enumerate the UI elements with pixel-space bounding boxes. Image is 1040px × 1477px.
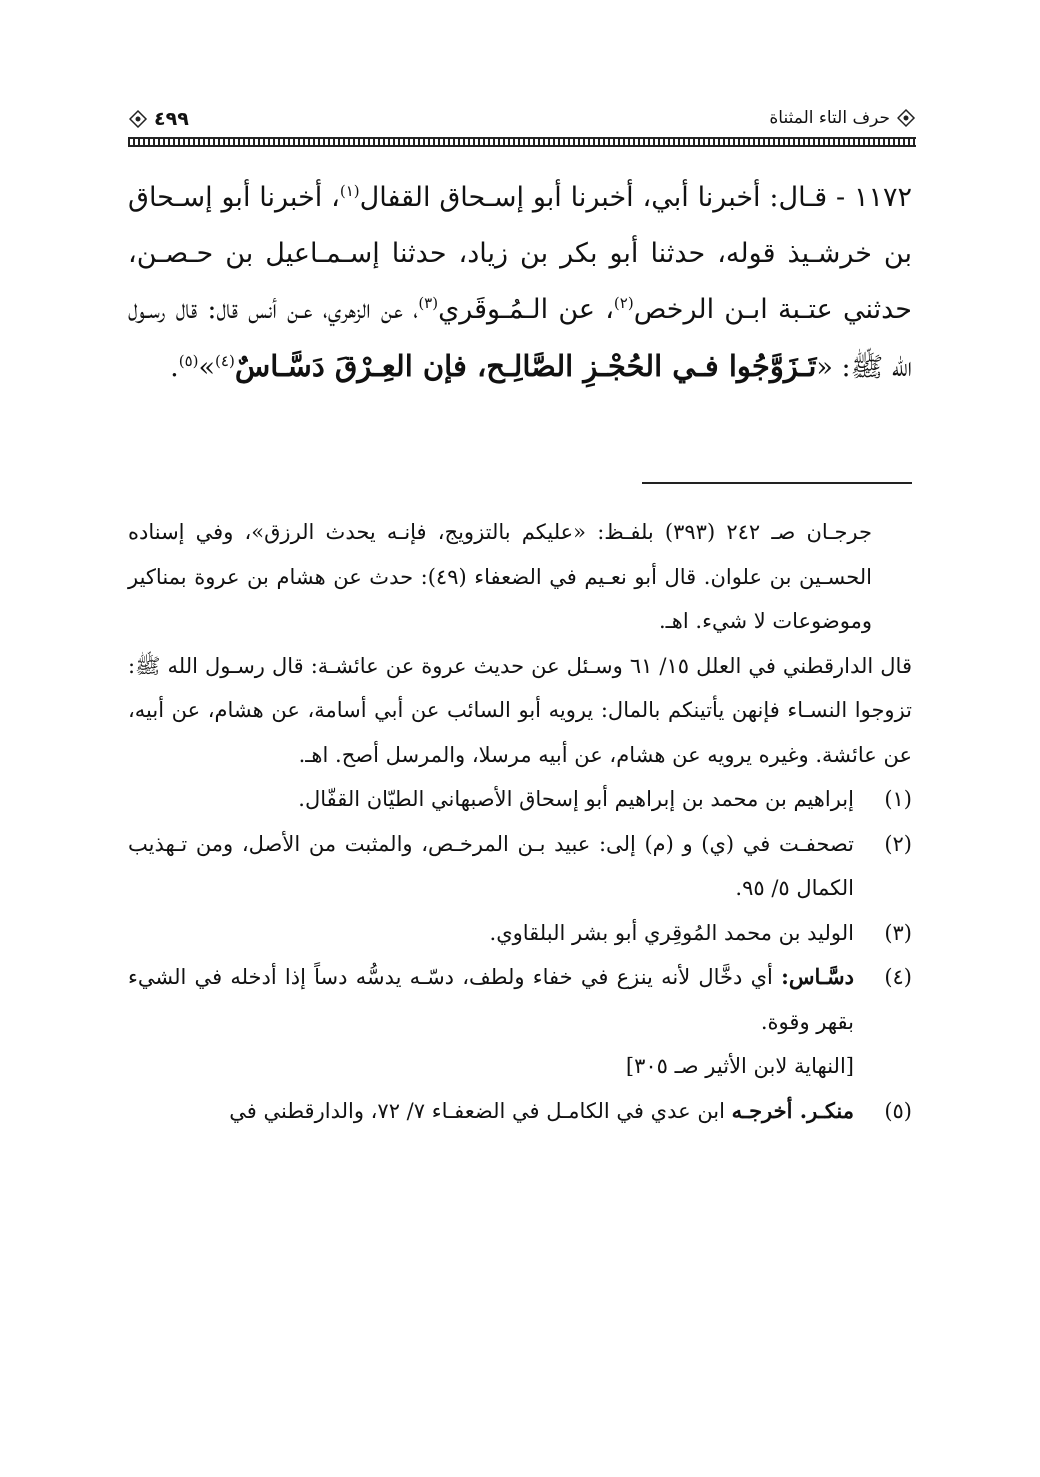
footnote-continuation: جرجـان صـ ٢٤٢ (٣٩٣) بلفـظ: «عليكم بالتزويج، فإنـه يحدث الرزق»، وفي إسناده الحسـين بن علوان. قال أبو نعـيم في الضعفاء (٤٩): حدث عن هشام بن عروة بمناكير وموضوعات لا شيء. اهـ. bbox=[128, 520, 872, 633]
footnote-item bbox=[128, 777, 912, 822]
footnote-text: تصحفـت في (ي) و (م) إلى: عبيد بـن المرخـص، والمثبت من الأصل، ومن تـهذيب الكمال ٥/ ٩٥. bbox=[128, 831, 854, 900]
footnote-ref[interactable]: (٢) bbox=[613, 294, 634, 312]
footnote-ref[interactable]: (٥) bbox=[178, 352, 199, 370]
footnote-number: (٣) bbox=[884, 920, 912, 945]
header-page-number bbox=[128, 108, 189, 130]
footnote-divider bbox=[642, 482, 912, 484]
footnote-lead: منكـر. أخرجـه bbox=[731, 1097, 854, 1123]
footnote-number: (٢) bbox=[884, 831, 912, 856]
footnote-lead: دسَّـاس: bbox=[781, 964, 854, 989]
footnote-ref[interactable]: (٣) bbox=[418, 294, 439, 312]
text-segment: . bbox=[170, 352, 179, 383]
footnote-number: (١) bbox=[884, 787, 912, 811]
hadith-paragraph bbox=[128, 170, 912, 396]
footnote-ref[interactable]: (١) bbox=[339, 182, 360, 200]
footnote-ref[interactable]: (٤) bbox=[215, 352, 235, 370]
main-text bbox=[128, 170, 912, 396]
ornament-icon bbox=[896, 108, 916, 128]
hadith-text: تَـزَوَّجُوا فـي الحُجْـزِ الصَّالِـح، فإن العِـرْقَ دَسَّـاسٌ bbox=[234, 349, 817, 383]
footnote-text: الوليد بن محمد المُوقِري أبو بشر البلقاوي. bbox=[489, 920, 854, 945]
footnote-citation: [النهاية لابن الأثير صـ ٣٠٥] bbox=[625, 1054, 854, 1078]
text-segment: ، أخبرنا أبو إسـحاق بن خرشـيذ قوله، حدثنا أبو بكر بن زياد، حدثنا إسـمـاعيل بن حـصـن، حدثني عتـبة ابـن الرخص bbox=[128, 182, 912, 325]
hadith-number: ١١٧٢ - bbox=[836, 182, 912, 213]
footnote-item bbox=[128, 1089, 912, 1134]
ornament-icon bbox=[128, 109, 148, 129]
footnote-continuation: قال الدارقطني في العلل ١٥/ ٦١ وسـئل عن حديث عروة عن عائشـة: قال رسـول الله ﷺ: تزوجوا النسـاء فإنهن يأتينكم بالمال: يرويه أبو السائب عن أبي أسامة، عن هشام، عن أبيه، عن عائشة. وغيره يرويه عن هشام، عن أبيه مرسلا، والمرسل أصح. اهـ. bbox=[128, 653, 912, 767]
footnote-text-wrap bbox=[128, 1089, 854, 1134]
chapter-title: حرف التاء المثناة bbox=[769, 108, 890, 128]
footnote-text: ابن عدي في الكامـل في الضعفـاء ٧/ ٧٢، والدارقطني في bbox=[229, 1098, 732, 1123]
footnote-item bbox=[128, 911, 912, 956]
text-segment: قـال: أخبرنا أبي، أخبرنا أبو إسـحاق القفال bbox=[359, 182, 836, 213]
text-segment: » bbox=[198, 352, 216, 383]
page-number: ٤٩٩ bbox=[154, 108, 189, 130]
footnotes bbox=[128, 510, 912, 1133]
footnote-text-wrap bbox=[128, 955, 854, 1089]
header-chapter bbox=[769, 108, 916, 128]
footnote-number: (٥) bbox=[884, 1098, 912, 1123]
text-segment: ، عن الزهري، عـن أنس قال: قال رسـول الله ﷺ: « bbox=[128, 294, 912, 383]
footnote-number: (٤) bbox=[884, 965, 912, 989]
footnote-text: أي دخَّال لأنه ينزع في خفاء ولطف، دسّـه يدسُّه دساً إذا أدخله في الشيء بقهر وقوة. bbox=[128, 965, 854, 1034]
footnote-item bbox=[128, 955, 912, 1089]
page-header bbox=[128, 104, 916, 148]
text-segment: ، عن الـمُـوقَري bbox=[438, 294, 614, 325]
header-rule bbox=[128, 137, 916, 147]
footnote-item bbox=[128, 822, 912, 911]
footnote-text: إبراهيم بن محمد بن إبراهيم أبو إسحاق الأصبهاني الطيّان القفّال. bbox=[298, 787, 854, 811]
